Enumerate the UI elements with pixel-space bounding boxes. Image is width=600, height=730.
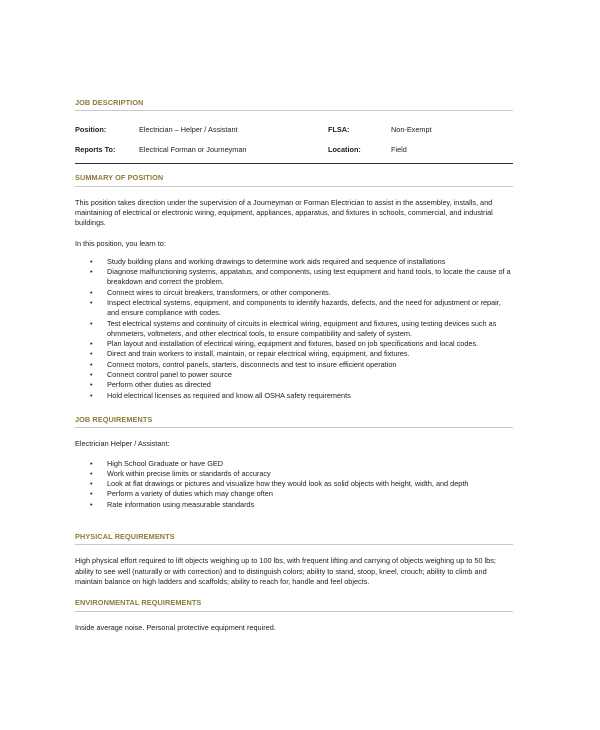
summary-paragraph: This position takes direction under the supervision of a Journeyman or Forman Electrician to assist in the assembley, installs, and maintaining of electrical or electronic wiring, equipment, appliances, apparatus, and fixtures in schools, commercial, and industrial buildings.: [75, 197, 493, 228]
list-item-text: Hold electrical licenses as required and know all OSHA safety requirements: [107, 390, 351, 400]
position-label: Position:: [75, 125, 107, 135]
list-item-text: Inspect electrical systems, equipment, and components to identify hazards, defects, and the need for adjustment or repair, and ensure compliance with codes.: [107, 297, 501, 318]
list-item: [75, 319, 513, 340]
list-item: [75, 288, 513, 298]
bullet-icon: •: [90, 349, 93, 359]
list-item-text: Direct and train workers to install, maintain, or repair electrical wiring, equipment, and fixtures.: [107, 349, 410, 359]
physical-paragraph: High physical effort required to lift objects weighing up to 100 lbs, with frequent lifting and carrying of objects weighing up to 50 lbs; ability to see well (naturally or with correction) and to distinguish colors; ability to stand, stoop, kneel, crouch; ability to climb and maintain balance on high ladders and scaffolds; ability to reach for, handle and feel objects.: [75, 556, 496, 586]
job-requirements-heading: JOB REQUIREMENTS: [75, 415, 513, 428]
list-item: [75, 469, 513, 479]
location-label: Location:: [328, 145, 361, 155]
bullet-icon: •: [90, 468, 93, 478]
location-value: Field: [391, 145, 407, 155]
environmental-requirements-heading: ENVIRONMENTAL REQUIREMENTS: [75, 598, 513, 611]
list-item: [75, 349, 513, 359]
list-item-text: Connect control panel to power source: [107, 370, 232, 380]
bullet-icon: •: [90, 318, 93, 328]
list-item-text: Rate information using measurable standards: [107, 499, 255, 509]
list-item: [75, 360, 513, 370]
info-row-position: [75, 120, 513, 140]
physical-requirements-heading: PHYSICAL REQUIREMENTS: [75, 532, 513, 545]
reports-to-value: Electrical Forman or Journeyman: [139, 145, 247, 155]
list-item: [75, 380, 513, 390]
list-item-text: Look at flat drawings or pictures and visualize how they would look as solid objects with height, width, and depth: [107, 479, 469, 489]
list-item-text: Perform a variety of duties which may change often: [107, 489, 273, 499]
list-item: [75, 489, 513, 499]
list-item-text: Work within precise limits or standards of accuracy: [107, 468, 271, 478]
flsa-label: FLSA:: [328, 125, 350, 135]
list-item-text: Test electrical systems and continuity of circuits in electrical wiring, equipment and fixtures, using testing devices such as ohmmeters, voltmeters, and other electrical tools, to ensure compatibility and safety of system.: [107, 318, 497, 338]
list-item-text: Plan layout and installation of electrical wiring, equipment and fixtures, based on job specifications and local codes.: [107, 339, 479, 349]
requirements-intro: Electrician Helper / Assistant:: [75, 439, 170, 449]
bullet-icon: •: [90, 380, 93, 390]
bullet-icon: •: [90, 458, 93, 468]
list-item-text: Diagnose malfunctioning systems, appatatus, and components, using test equipment and hand tools, to locate the cause of a breakdown and correct the problem.: [107, 267, 511, 287]
job-description-heading: JOB DESCRIPTION: [75, 98, 513, 111]
list-item: [75, 298, 513, 319]
summary-heading: SUMMARY OF POSITION: [75, 173, 513, 186]
bullet-icon: •: [90, 287, 93, 297]
bullet-icon: •: [90, 489, 93, 499]
job-description-document: [75, 98, 513, 633]
list-item-text: Connect motors, control panels, starters, disconnects and test to insure efficient operation: [107, 359, 397, 369]
flsa-value: Non-Exempt: [391, 125, 432, 135]
info-row-reports: [75, 140, 513, 160]
bullet-icon: •: [90, 479, 93, 489]
list-item: [75, 459, 513, 469]
reports-to-label: Reports To:: [75, 145, 116, 155]
position-info-table: [75, 120, 513, 164]
list-item: [75, 391, 513, 401]
list-item: [75, 267, 513, 288]
requirements-list: [75, 459, 513, 510]
list-item: [75, 339, 513, 349]
bullet-icon: •: [90, 359, 93, 369]
list-item-text: Connect wires to circuit breakers, transformers, or other components.: [107, 287, 331, 297]
bullet-icon: •: [90, 339, 93, 349]
bullet-icon: •: [90, 370, 93, 380]
bullet-icon: •: [90, 267, 93, 277]
bullet-icon: •: [90, 390, 93, 400]
bullet-icon: •: [90, 499, 93, 509]
list-item: [75, 257, 513, 267]
list-item-text: Perform other duties as directed: [107, 380, 211, 390]
summary-intro: In this position, you learn to:: [75, 239, 166, 249]
position-value: Electrician – Helper / Assistant: [139, 125, 238, 135]
list-item: [75, 500, 513, 510]
summary-list: [75, 257, 513, 401]
bullet-icon: •: [90, 256, 93, 266]
list-item-text: High School Graduate or have GED: [107, 458, 224, 468]
environmental-paragraph: Inside average noise. Personal protective equipment required.: [75, 622, 276, 632]
list-item: [75, 370, 513, 380]
list-item: [75, 479, 513, 489]
bullet-icon: •: [90, 297, 93, 307]
list-item-text: Study building plans and working drawings to determine work aids required and sequence of installations: [107, 256, 446, 266]
